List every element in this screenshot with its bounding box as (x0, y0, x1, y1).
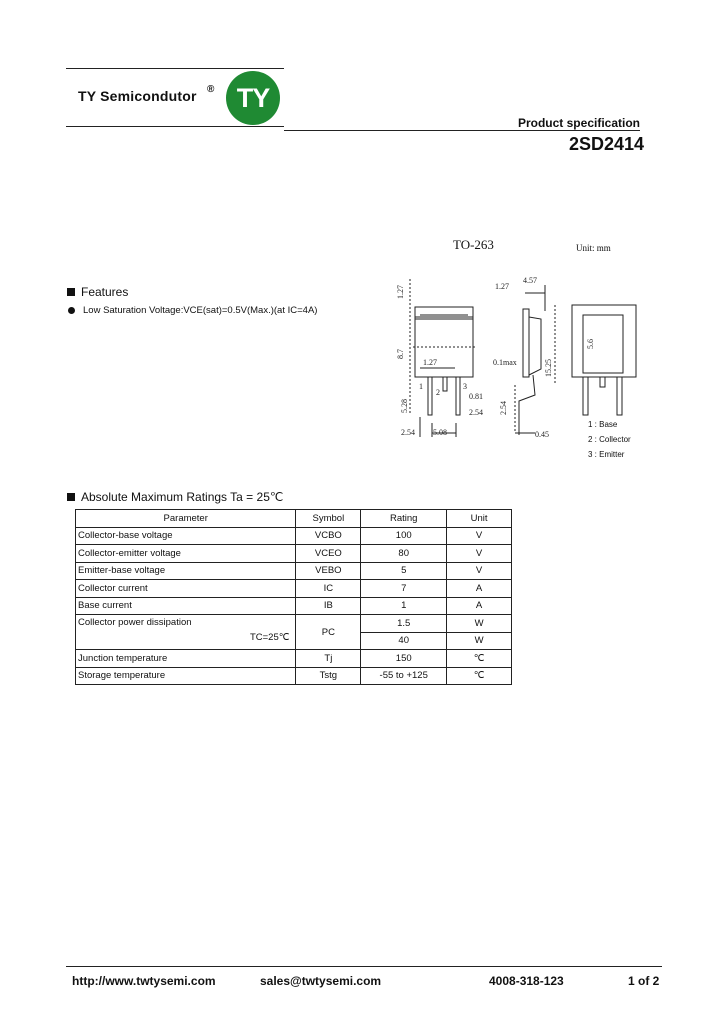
cell-rating: 80 (361, 545, 447, 563)
pin-legend-base: 1 : Base (588, 420, 618, 429)
cell-rating: 1 (361, 597, 447, 615)
cell-parameter: Storage temperature (76, 667, 296, 685)
package-name: TO-263 (453, 237, 494, 252)
header-rule-right (284, 130, 640, 131)
dim-0.1max: 0.1max (493, 358, 517, 367)
front-view-lead-3 (456, 377, 460, 415)
header-rating: Rating (361, 510, 447, 528)
part-number: 2SD2414 (568, 134, 644, 154)
cell-unit: V (447, 527, 512, 545)
cell-rating: 100 (361, 527, 447, 545)
back-view-body (572, 305, 636, 377)
registered-mark: ® (207, 84, 215, 95)
company-logo: TY (226, 71, 280, 125)
header-rule-top (66, 68, 284, 69)
ratings-heading: Absolute Maximum Ratings Ta = 25℃ (67, 490, 283, 504)
cell-symbol: IB (296, 597, 361, 615)
dim-5.08: 5.08 (433, 428, 447, 437)
table-row (76, 650, 512, 668)
dim-0.81: 0.81 (469, 392, 483, 401)
side-view-tab (523, 309, 529, 377)
dim-4.57: 4.57 (523, 276, 537, 285)
cell-rating: 1.5 (361, 615, 447, 633)
cell-unit: V (447, 562, 512, 580)
dim-0.45: 0.45 (535, 430, 549, 439)
cell-symbol: Tstg (296, 667, 361, 685)
feature-item: Low Saturation Voltage:VCE(sat)=0.5V(Max.)(at IC=4A) (68, 305, 317, 316)
front-view-lead-2 (443, 377, 447, 391)
cell-symbol: VCEO (296, 545, 361, 563)
table-row (76, 527, 512, 545)
footer-phone: 4008-318-123 (489, 974, 564, 988)
power-parameter-label: Collector power dissipation (78, 617, 192, 628)
header-parameter: Parameter (76, 510, 296, 528)
dim-5.28: 5.28 (400, 399, 409, 413)
table-row (76, 597, 512, 615)
dim-5.6: 5.6 (586, 339, 595, 349)
square-bullet-icon (67, 288, 75, 296)
pin-legend-collector: 2 : Collector (588, 435, 631, 444)
unit-label: Unit: mm (576, 243, 611, 253)
footer-website-link[interactable]: http://www.twtysemi.com (72, 974, 216, 988)
dim-2.54-side: 2.54 (499, 401, 508, 415)
company-name: TY Semicondutor (78, 88, 197, 104)
header-unit: Unit (447, 510, 512, 528)
cell-rating: 150 (361, 650, 447, 668)
pin-number-3: 3 (463, 382, 467, 391)
header-symbol: Symbol (296, 510, 361, 528)
table-row (76, 580, 512, 598)
cell-parameter: Emitter-base voltage (76, 562, 296, 580)
cell-rating: 40 (361, 632, 447, 650)
header-rule-bottom (66, 126, 284, 127)
square-bullet-icon (67, 493, 75, 501)
cell-unit: ℃ (447, 667, 512, 685)
cell-parameter: Collector-base voltage (76, 527, 296, 545)
cell-symbol: VEBO (296, 562, 361, 580)
footer-email-link[interactable]: sales@twtysemi.com (260, 974, 382, 988)
product-spec-label: Product specification (517, 116, 640, 130)
footer-rule (66, 966, 662, 967)
dim-1.27-front: 1.27 (423, 358, 437, 367)
cell-parameter-power (76, 615, 296, 650)
cell-unit: W (447, 632, 512, 650)
dim-2.54-pitch: 2.54 (401, 428, 415, 437)
table-row (76, 562, 512, 580)
dim-1.27-top: 1.27 (396, 285, 405, 299)
table-row (76, 615, 512, 633)
cell-rating: -55 to +125 (361, 667, 447, 685)
dim-2.54-front: 2.54 (469, 408, 483, 417)
round-bullet-icon (68, 307, 75, 314)
table-row (76, 667, 512, 685)
pin-number-1: 1 (419, 382, 423, 391)
pin-legend-emitter: 3 : Emitter (588, 450, 625, 459)
dim-15.25: 15.25 (544, 359, 553, 377)
cell-unit: V (447, 545, 512, 563)
pin-number-2: 2 (436, 388, 440, 397)
dim-8.7: 8.7 (396, 349, 405, 359)
ratings-table (75, 509, 512, 685)
cell-rating: 7 (361, 580, 447, 598)
cell-symbol: Tj (296, 650, 361, 668)
cell-unit: ℃ (447, 650, 512, 668)
cell-parameter: Junction temperature (76, 650, 296, 668)
cell-parameter: Collector current (76, 580, 296, 598)
cell-parameter: Collector-emitter voltage (76, 545, 296, 563)
cell-unit: W (447, 615, 512, 633)
cell-rating: 5 (361, 562, 447, 580)
table-header-row (76, 510, 512, 528)
features-heading: Features (67, 285, 128, 299)
cell-unit: A (447, 597, 512, 615)
page-number: 1 of 2 (628, 974, 660, 988)
front-view-lead-1 (428, 377, 432, 415)
table-row (76, 545, 512, 563)
cell-symbol: IC (296, 580, 361, 598)
cell-symbol: VCBO (296, 527, 361, 545)
cell-symbol-power: PC (296, 615, 361, 650)
dim-1.27-side: 1.27 (495, 282, 509, 291)
cell-parameter: Base current (76, 597, 296, 615)
power-condition-label: TC=25℃ (249, 632, 290, 643)
cell-unit: A (447, 580, 512, 598)
